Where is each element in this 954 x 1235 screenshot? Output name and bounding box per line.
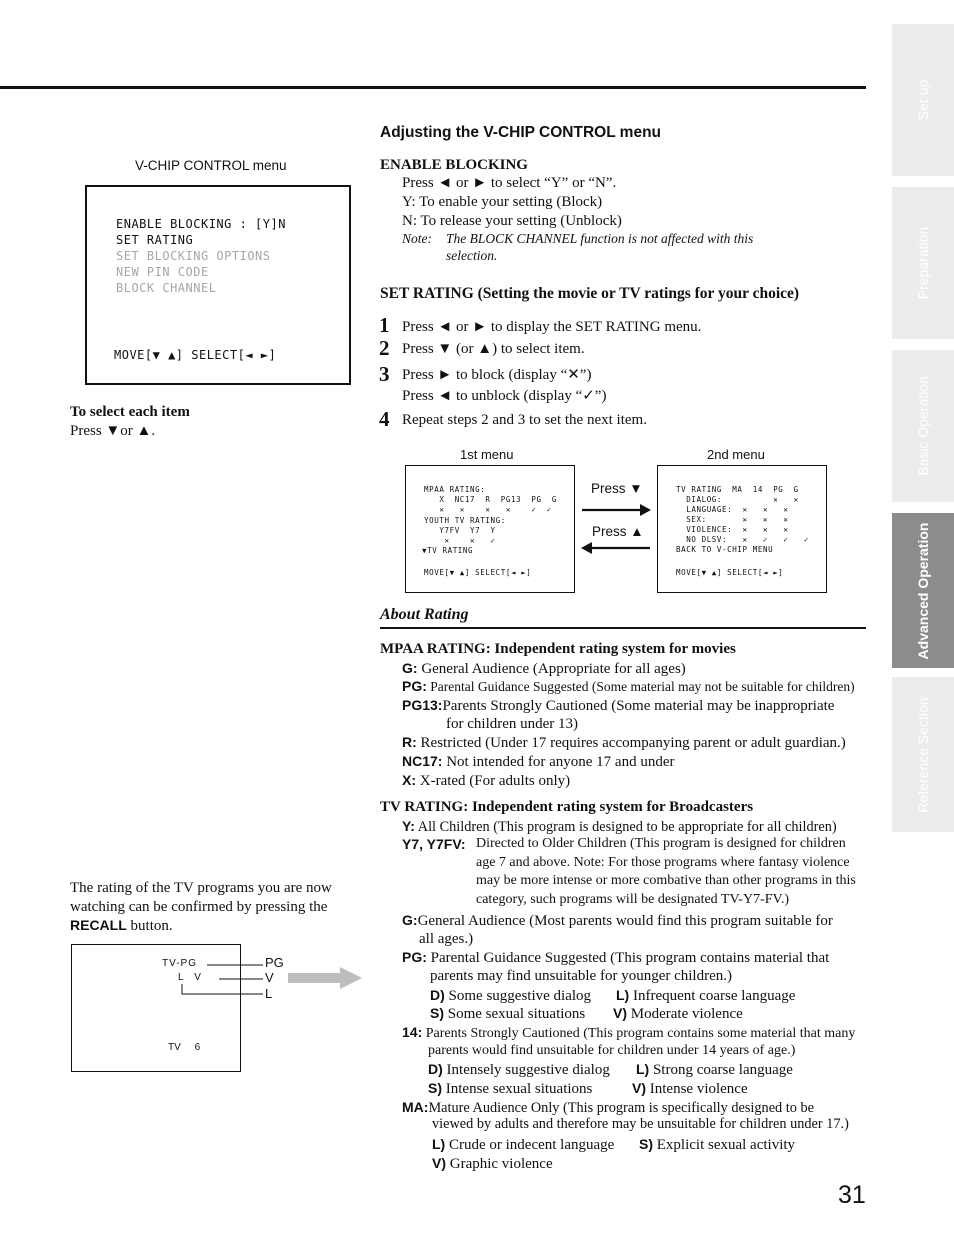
recall-line2: watching can be confirmed by pressing the xyxy=(70,899,328,915)
enable-blocking-line1: Press ◄ or ► to select “Y” or “N”. xyxy=(402,175,617,191)
step-text: Press ▼ (or ▲) to select item. xyxy=(402,341,585,357)
language-row: LANGUAGE: ✕ ✕ ✕ xyxy=(676,505,789,514)
mpaa-marks-row: ✕ ✕ ✕ ✕ ✓ ✓ xyxy=(424,505,552,514)
about-rating-rule xyxy=(380,627,866,629)
step-number: 2 xyxy=(379,336,390,360)
tv-y7-l4: category, such programs will be designated TV-Y7-FV.) xyxy=(476,892,789,907)
tab-label: Preparation xyxy=(915,226,931,300)
note-line2: selection. xyxy=(446,248,498,263)
arrow-left-icon xyxy=(580,541,652,555)
sex-row: SEX: ✕ ✕ ✕ xyxy=(676,515,789,524)
menu-enable-blocking: ENABLE BLOCKING : [Y]N xyxy=(116,217,286,231)
step-number: 1 xyxy=(379,313,390,337)
press-up-label: Press ▲ xyxy=(592,524,644,539)
tv-y7-l1: Directed to Older Children (This program is designed for children xyxy=(476,836,846,851)
about-rating-heading: About Rating xyxy=(380,606,469,623)
no-dlsv-row: NO DLSV: ✕ ✓ ✓ ✓ xyxy=(676,535,809,544)
page-number: 31 xyxy=(838,1181,866,1209)
side-tab-basic-operation[interactable] xyxy=(892,350,954,502)
mpaa-pg: PG: Parental Guidance Suggested (Some material may not be suitable for children) xyxy=(402,678,855,694)
mpaa-codes-row: X NC17 R PG13 PG G xyxy=(424,495,557,504)
tv-14-l: L) Strong coarse language xyxy=(636,1061,793,1078)
tv-14-cont: parents would find unsuitable for children under 14 years of age.) xyxy=(428,1043,796,1058)
tv-pg: PG: Parental Guidance Suggested (This program contains material that xyxy=(402,949,830,966)
side-tab-setup[interactable] xyxy=(892,24,954,176)
back-to-menu-row: BACK TO V-CHIP MENU xyxy=(676,545,774,554)
youth-rating-row: YOUTH TV RATING: xyxy=(424,516,506,525)
select-item-heading: To select each item xyxy=(70,404,190,420)
step-text: Press ◄ to unblock (display “✓”) xyxy=(402,388,607,404)
tab-label: Reference Section xyxy=(915,696,931,813)
tv-y: Y: All Children (This program is designed to be appropriate for all children) xyxy=(402,818,837,835)
tv-pg-v: V) Moderate violence xyxy=(613,1005,743,1022)
tv-y7-l3: may be more intense or more combative than other programs in this xyxy=(476,873,856,888)
mpaa-heading: MPAA RATING: Independent rating system for movies xyxy=(380,641,736,657)
note-label: Note: xyxy=(402,231,432,246)
menu-block-channel: BLOCK CHANNEL xyxy=(116,281,217,295)
step-text: Press ► to block (display “✕”) xyxy=(402,367,592,383)
tv-pg-l: L) Infrequent coarse language xyxy=(616,987,796,1004)
tv-rating-header-row: TV RATING MA 14 PG G xyxy=(676,485,799,494)
callout-v: V xyxy=(265,970,274,985)
first-menu-screen xyxy=(405,465,575,593)
press-down-label: Press ▼ xyxy=(591,481,643,496)
tv-14-s: S) Intense sexual situations xyxy=(428,1080,593,1097)
tv-rating-codes: L V xyxy=(178,972,201,983)
tab-label: Set up xyxy=(915,79,931,121)
set-rating-heading: SET RATING (Setting the movie or TV ratings for your choice) xyxy=(380,285,800,302)
tv-ma-v: V) Graphic violence xyxy=(432,1155,553,1172)
recall-line3: RECALL button. xyxy=(70,917,173,934)
tv-rating-row: ▼TV RATING xyxy=(422,546,474,555)
tab-label: Advanced Operation xyxy=(915,522,931,659)
tv-heading: TV RATING: Independent rating system for Broadcasters xyxy=(380,799,754,815)
first-menu-footer: MOVE[▼ ▲] SELECT[◄ ►] xyxy=(424,568,532,577)
tab-label: Basic Operation xyxy=(915,376,931,476)
enable-blocking-line3: N: To release your setting (Unblock) xyxy=(402,213,622,229)
tv-ma-s: S) Explicit sexual activity xyxy=(639,1136,796,1153)
recall-line1: The rating of the TV programs you are now xyxy=(70,880,332,896)
side-tab-preparation[interactable] xyxy=(892,187,954,339)
mpaa-g: G: General Audience (Appropriate for all ages) xyxy=(402,660,686,677)
tv-ma-l: L) Crude or indecent language xyxy=(432,1136,615,1153)
tv-channel-display: TV 6 xyxy=(168,1042,201,1053)
tv-rating-display: TV-PG xyxy=(162,958,198,969)
tv-g: G:General Audience (Most parents would find this program suitable for xyxy=(402,912,833,929)
mpaa-x: X: X-rated (For adults only) xyxy=(402,772,571,789)
menu-set-blocking-options: SET BLOCKING OPTIONS xyxy=(116,249,271,263)
menu-new-pin-code: NEW PIN CODE xyxy=(116,265,209,279)
side-tab-advanced-operation[interactable] xyxy=(892,513,954,668)
side-tab-reference-section[interactable] xyxy=(892,677,954,832)
tv-pg-s: S) Some sexual situations xyxy=(430,1005,586,1022)
enable-blocking-line2: Y: To enable your setting (Block) xyxy=(402,194,603,210)
tv-ma: MA:Mature Audience Only (This program is specifically designed to be xyxy=(402,1099,814,1116)
youth-marks-row: ✕ ✕ ✓ xyxy=(424,536,496,545)
mpaa-pg13: PG13:Parents Strongly Cautioned (Some material may be inappropriate xyxy=(402,697,835,714)
menu-set-rating: SET RATING xyxy=(116,233,194,247)
mpaa-r: R: Restricted (Under 17 requires accompanying parent or adult guardian.) xyxy=(402,734,846,751)
menu-footer: MOVE[▼ ▲] SELECT[◄ ►] xyxy=(114,348,277,362)
tv-14-v: V) Intense violence xyxy=(632,1080,748,1097)
enable-blocking-heading: ENABLE BLOCKING xyxy=(380,157,528,173)
tv-pg-d: D) Some suggestive dialog xyxy=(430,987,592,1004)
tv-14-d: D) Intensely suggestive dialog xyxy=(428,1061,610,1078)
tv-y7-l2: age 7 and above. Note: For those programs where fantasy violence xyxy=(476,855,850,870)
tv-pg-cont: parents may find unsuitable for younger children.) xyxy=(430,968,732,984)
violence-row: VIOLENCE: ✕ ✕ ✕ xyxy=(676,525,789,534)
top-rule xyxy=(0,86,866,89)
dialog-row: DIALOG: ✕ ✕ xyxy=(676,495,799,504)
mpaa-rating-row: MPAA RATING: xyxy=(424,485,486,494)
callout-lines xyxy=(175,958,273,1003)
step-text: Repeat steps 2 and 3 to set the next item. xyxy=(402,412,647,428)
step-text: Press ◄ or ► to display the SET RATING menu. xyxy=(402,319,702,335)
arrow-right-icon xyxy=(580,503,652,517)
tv-14: 14: Parents Strongly Cautioned (This program contains some material that many xyxy=(402,1024,856,1041)
select-item-text: Press ▼or ▲. xyxy=(70,423,156,439)
recall-button-name: RECALL xyxy=(70,917,127,933)
step-number: 4 xyxy=(379,407,390,431)
note-line1: The BLOCK CHANNEL function is not affected with this xyxy=(446,231,754,246)
second-menu-footer: MOVE[▼ ▲] SELECT[◄ ►] xyxy=(676,568,784,577)
menu-caption: V-CHIP CONTROL menu xyxy=(135,158,287,173)
gray-arrow-icon xyxy=(288,966,364,990)
vchip-menu-screen xyxy=(85,185,351,385)
youth-codes-row: Y7FV Y7 Y xyxy=(424,526,496,535)
first-menu-label: 1st menu xyxy=(460,447,514,462)
section-title: Adjusting the V-CHIP CONTROL menu xyxy=(380,124,662,141)
tv-g-cont: all ages.) xyxy=(419,931,474,947)
callout-pg: PG xyxy=(265,955,284,970)
tv-y7: Y7, Y7FV: xyxy=(402,836,466,852)
mpaa-pg13-cont: for children under 13) xyxy=(446,716,579,732)
callout-l: L xyxy=(265,986,273,1001)
mpaa-nc17: NC17: Not intended for anyone 17 and under xyxy=(402,753,675,770)
second-menu-screen xyxy=(657,465,827,593)
second-menu-label: 2nd menu xyxy=(707,447,765,462)
tv-ma-cont: viewed by adults and therefore may be unsuitable for children under 17.) xyxy=(432,1116,849,1132)
step-number: 3 xyxy=(379,362,390,386)
